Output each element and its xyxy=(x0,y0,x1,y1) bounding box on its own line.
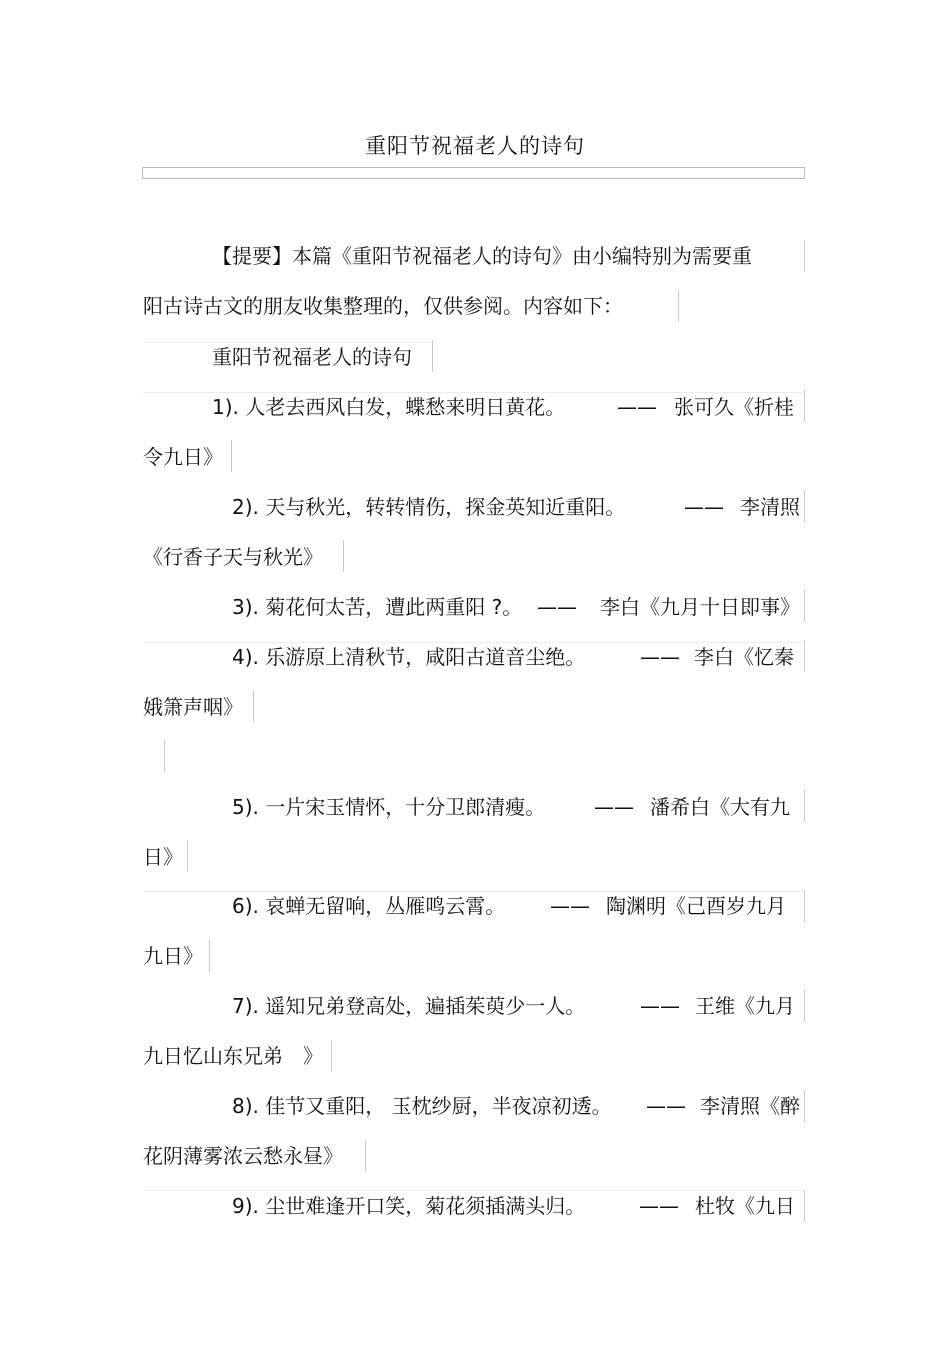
dash: —— xyxy=(537,595,577,619)
divider-bar xyxy=(804,990,805,1022)
dash: —— xyxy=(640,994,680,1018)
dash: —— xyxy=(550,894,590,918)
divider-bar xyxy=(187,840,188,872)
poem-author: 张可久《折桂 xyxy=(674,395,794,419)
divider-bar xyxy=(804,1190,805,1222)
poem-text: 1). 人老去西风白发，蝶愁来明日黄花。 xyxy=(212,395,566,419)
poem-author: 李清照《醉 xyxy=(700,1094,800,1118)
poem-author-cont: 九日忆山东兄弟 》 xyxy=(143,1044,323,1068)
divider-bar xyxy=(343,540,344,572)
poem-text: 5). 一片宋玉情怀，十分卫郎清瘦。 xyxy=(232,795,546,819)
poem-author-cont: 令九日》 xyxy=(143,445,223,469)
divider-bar xyxy=(253,690,254,722)
divider-bar xyxy=(804,640,805,672)
faint-rule xyxy=(143,1190,805,1191)
poem-text: 6). 哀蝉无留响，丛雁鸣云霄。 xyxy=(232,894,506,918)
poem-author: 杜牧《九日 xyxy=(695,1194,795,1218)
divider-bar xyxy=(209,940,210,972)
poem-author: 陶渊明《己酉岁九月 xyxy=(606,894,786,918)
divider-bar xyxy=(164,740,165,772)
poem-text: 2). 天与秋光，转转情伤，探金英知近重阳。 xyxy=(232,495,626,519)
dash: —— xyxy=(684,495,724,519)
intro-line-1: 【提要】本篇《重阳节祝福老人的诗句》由小编特别为需要重 xyxy=(212,244,752,268)
poem-text: 8). 佳节又重阳， 玉枕纱厨，半夜凉初透。 xyxy=(232,1094,612,1118)
poem-author: 潘希白《大有九 xyxy=(650,795,790,819)
divider-bar xyxy=(365,1140,366,1172)
divider-bar xyxy=(804,590,805,622)
intro-line-2: 阳古诗古文的朋友收集整理的，仅供参阅。内容如下： xyxy=(143,294,623,318)
poem-author-cont: 九日》 xyxy=(143,944,203,968)
subheading: 重阳节祝福老人的诗句 xyxy=(212,345,412,369)
divider-bar xyxy=(231,440,232,472)
title-rule xyxy=(142,167,805,179)
dash: —— xyxy=(640,645,680,669)
divider-bar xyxy=(331,1040,332,1072)
poem-author-cont: 娥箫声咽》 xyxy=(143,695,243,719)
poem-text: 3). 菊花何太苦，遭此两重阳 ?。 xyxy=(232,595,523,619)
dash: —— xyxy=(617,395,657,419)
poem-text: 9). 尘世难逢开口笑，菊花须插满头归。 xyxy=(232,1194,586,1218)
divider-bar xyxy=(678,290,679,322)
poem-author: 李白《九月十日即事》 xyxy=(600,595,800,619)
poem-text: 7). 遥知兄弟登高处，遍插茱萸少一人。 xyxy=(232,994,586,1018)
divider-bar xyxy=(804,1090,805,1122)
dash: —— xyxy=(646,1094,686,1118)
divider-bar xyxy=(432,340,433,372)
poem-author: 李清照 xyxy=(740,495,800,519)
divider-bar xyxy=(804,890,805,922)
poem-author-cont: 日》 xyxy=(143,845,183,869)
dash: —— xyxy=(594,795,634,819)
document-title: 重阳节祝福老人的诗句 xyxy=(365,134,585,158)
poem-text: 4). 乐游原上清秋节，咸阳古道音尘绝。 xyxy=(232,645,586,669)
divider-bar xyxy=(804,790,805,822)
poem-author: 李白《忆秦 xyxy=(694,645,794,669)
dash: —— xyxy=(639,1194,679,1218)
poem-author-cont: 花阴薄雾浓云愁永昼》 xyxy=(143,1144,343,1168)
divider-bar xyxy=(804,240,805,272)
divider-bar xyxy=(804,390,805,422)
divider-bar xyxy=(804,490,805,522)
poem-author-cont: 《行香子天与秋光》 xyxy=(143,545,323,569)
poem-author: 王维《九月 xyxy=(695,994,795,1018)
